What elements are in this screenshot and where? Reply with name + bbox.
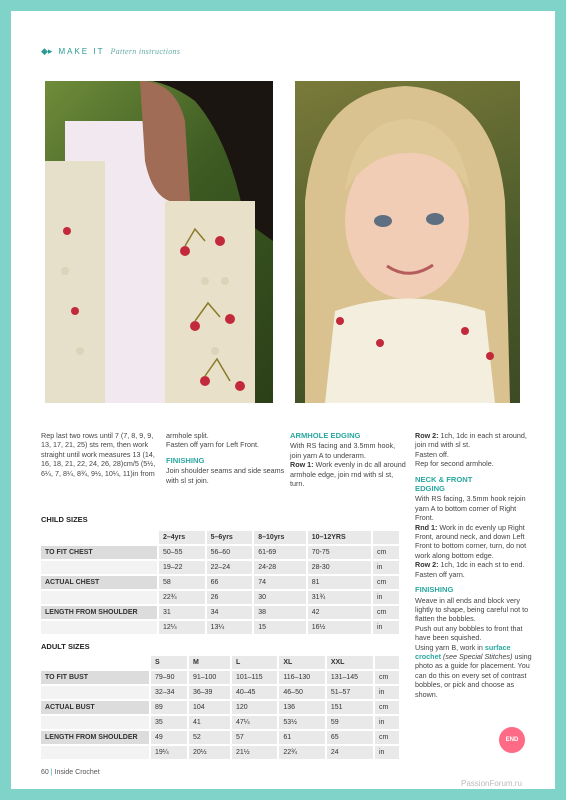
table-cell: 42 <box>308 606 371 619</box>
unit-cell: cm <box>375 671 399 684</box>
table-cell: 81 <box>308 576 371 589</box>
table-cell: 24 <box>327 746 373 759</box>
photo-vest-closeup <box>45 81 273 403</box>
finishing-text-2c: Using yarn B, work in <box>415 642 485 652</box>
table-cell: 16½ <box>308 621 371 634</box>
column-2 <box>166 431 288 491</box>
row-label: ACTUAL CHEST <box>41 576 157 589</box>
table-cell: 32–34 <box>151 686 187 699</box>
section-header <box>41 46 180 57</box>
neck-heading-1: NECK & FRONT <box>415 474 473 484</box>
unit-cell: in <box>375 746 399 759</box>
table-header-cell: 5–6yrs <box>207 531 253 544</box>
table-cell: 13¼ <box>207 621 253 634</box>
table-cell: 66 <box>207 576 253 589</box>
table-cell: 28-30 <box>308 561 371 574</box>
adult-sizes-table <box>39 654 401 761</box>
table-cell: 41 <box>189 716 230 729</box>
page-footer <box>41 769 100 776</box>
col2-line1: armhole split. <box>166 431 209 440</box>
table-row <box>41 561 399 574</box>
finishing-text-2d: using photo as a guide for placement. You can do this on every set of contrast bobbles, or pick and choose as shown. <box>415 651 532 699</box>
table-header-row <box>41 531 399 544</box>
row-label: LENGTH FROM SHOULDER <box>41 731 149 744</box>
table-row <box>41 701 399 714</box>
row-label-blank <box>41 686 149 699</box>
rep-armhole: Rep for second armhole. <box>415 459 494 469</box>
table-cell: 36–39 <box>189 686 230 699</box>
table-cell: 131–145 <box>327 671 373 684</box>
table-cell: 20½ <box>189 746 230 759</box>
column-3 <box>290 431 408 494</box>
table-header-row <box>41 656 399 669</box>
table-row <box>41 576 399 589</box>
table-cell: 47¼ <box>232 716 277 729</box>
finishing-text-2b: Push out any bobbles to front that have been squished. <box>415 623 523 643</box>
table-row <box>41 686 399 699</box>
special-stitches-ref: (see Special Stitches) <box>440 651 513 661</box>
table-cell: 51–57 <box>327 686 373 699</box>
header-blank <box>41 531 157 544</box>
header-unit-blank <box>373 531 399 544</box>
table-header-cell: XXL <box>327 656 373 669</box>
end-badge: END <box>499 727 525 753</box>
photo-girl-smiling <box>295 81 520 403</box>
rnd1-label: Rnd 1: <box>415 522 438 532</box>
header-subtitle: Pattern instructions <box>110 47 181 56</box>
make-it-label: MAKE IT <box>58 47 105 56</box>
table-cell: 22–24 <box>207 561 253 574</box>
row2b-label: Row 2: <box>415 560 439 570</box>
row2-text: 1ch, 1dc in each st around, join rnd with sl st. <box>415 431 527 450</box>
table-cell: 151 <box>327 701 373 714</box>
armhole-heading: ARMHOLE EDGING <box>290 431 361 440</box>
table-cell: 34 <box>207 606 253 619</box>
table-cell: 56–60 <box>207 546 253 559</box>
neck-text: With RS facing, 3.5mm hook rejoin yarn A to bottom corner of Right Front. <box>415 494 526 523</box>
unit-cell: cm <box>373 546 399 559</box>
row-label: TO FIT BUST <box>41 671 149 684</box>
fasten-off: Fasten off. <box>415 449 449 459</box>
table-cell: 35 <box>151 716 187 729</box>
table-cell: 26 <box>207 591 253 604</box>
table-header-cell: L <box>232 656 277 669</box>
table-cell: 40–45 <box>232 686 277 699</box>
table-header-cell: XL <box>279 656 324 669</box>
table-row <box>41 591 399 604</box>
table-header-cell: 10–12YRS <box>308 531 371 544</box>
table-cell: 91–100 <box>189 671 230 684</box>
table-cell: 19¼ <box>151 746 187 759</box>
unit-cell: in <box>373 561 399 574</box>
column-1 <box>41 431 159 484</box>
table-row <box>41 716 399 729</box>
row-label-blank <box>41 591 157 604</box>
table-cell: 50–55 <box>159 546 205 559</box>
table-cell: 19–22 <box>159 561 205 574</box>
table-row <box>41 746 399 759</box>
row1-text: Work evenly in dc all around armhole edge, join rnd with sl st, turn. <box>290 460 406 489</box>
table-cell: 52 <box>189 731 230 744</box>
table-row <box>41 671 399 684</box>
column-4 <box>415 431 533 699</box>
table-cell: 101–115 <box>232 671 277 684</box>
footer-separator: | <box>50 769 55 776</box>
child-sizes-title: CHILD SIZES <box>41 515 88 524</box>
row-label: ACTUAL BUST <box>41 701 149 714</box>
table-cell: 104 <box>189 701 230 714</box>
armhole-text: With RS facing and 3.5mm hook, join yarn A to underarm. <box>290 441 396 460</box>
table-cell: 15 <box>254 621 306 634</box>
table-cell: 116–130 <box>279 671 324 684</box>
header-blank <box>41 656 149 669</box>
table-header-cell: S <box>151 656 187 669</box>
finishing-text-1: Join shoulder seams and side seams with sl st join. <box>166 466 285 485</box>
watermark: PassionForum.ru <box>461 779 522 788</box>
row1-label: Row 1: <box>290 460 314 470</box>
table-row <box>41 621 399 634</box>
table-cell: 30 <box>254 591 306 604</box>
double-arrow-icon: ◆▸ <box>41 46 53 56</box>
table-cell: 79–90 <box>151 671 187 684</box>
row-label-blank <box>41 561 157 574</box>
table-row <box>41 546 399 559</box>
table-row <box>41 731 399 744</box>
unit-cell: cm <box>373 606 399 619</box>
magazine-name: Inside Crochet <box>54 769 100 776</box>
rnd1-text: Work in dc evenly up Right Front, around neck, and down Left Front to bottom corner, turn, do not work along bottom edge. <box>415 522 527 560</box>
table-cell: 120 <box>232 701 277 714</box>
row2b-text: 1ch, 1dc in each st to end. Fasten off yarn. <box>415 560 525 579</box>
unit-cell: in <box>373 621 399 634</box>
table-cell: 61-69 <box>254 546 306 559</box>
table-cell: 24-28 <box>254 561 306 574</box>
table-cell: 22¾ <box>279 746 324 759</box>
unit-cell: cm <box>375 731 399 744</box>
table-cell: 46–50 <box>279 686 324 699</box>
table-cell: 57 <box>232 731 277 744</box>
finishing-heading-2: FINISHING <box>415 585 454 595</box>
page <box>11 11 555 789</box>
table-cell: 31¾ <box>308 591 371 604</box>
table-cell: 59 <box>327 716 373 729</box>
table-cell: 65 <box>327 731 373 744</box>
table-header-cell: 8–10yrs <box>254 531 306 544</box>
table-cell: 49 <box>151 731 187 744</box>
unit-cell: in <box>375 716 399 729</box>
table-cell: 21½ <box>232 746 277 759</box>
table-cell: 31 <box>159 606 205 619</box>
unit-cell: in <box>375 686 399 699</box>
table-cell: 22¾ <box>159 591 205 604</box>
row2-label: Row 2: <box>415 431 439 440</box>
table-cell: 70-75 <box>308 546 371 559</box>
child-sizes-table <box>39 529 401 636</box>
table-cell: 53½ <box>279 716 324 729</box>
table-header-cell: 2–4yrs <box>159 531 205 544</box>
surface-crochet-term: surface crochet <box>415 642 511 661</box>
table-cell: 38 <box>254 606 306 619</box>
row-label-blank <box>41 716 149 729</box>
adult-sizes-title: ADULT SIZES <box>41 642 90 651</box>
col2-line2: Fasten off yarn for Left Front. <box>166 440 259 450</box>
row-label-blank <box>41 746 149 759</box>
row-label-blank <box>41 621 157 634</box>
neck-heading-2: EDGING <box>415 484 445 494</box>
unit-cell: cm <box>373 576 399 589</box>
table-cell: 74 <box>254 576 306 589</box>
table-row <box>41 606 399 619</box>
table-cell: 12¼ <box>159 621 205 634</box>
page-number: 60 <box>41 769 49 776</box>
table-cell: 58 <box>159 576 205 589</box>
table-cell: 61 <box>279 731 324 744</box>
table-cell: 89 <box>151 701 187 714</box>
unit-cell: in <box>373 591 399 604</box>
table-header-cell: M <box>189 656 230 669</box>
row-label: TO FIT CHEST <box>41 546 157 559</box>
col1-paragraph: Rep last two rows until 7 (7, 8, 9, 9, 13, 17, 21, 25) sts rem, then work straight until work measures 13 (14, 16, 18, 21, 22, 24, 26, 28)cm/5 (5½, 6¼, 7, 8¼, 8¾, 9½, 10¼, 11)in from <box>41 431 156 478</box>
finishing-heading-1: FINISHING <box>166 455 205 465</box>
row-label: LENGTH FROM SHOULDER <box>41 606 157 619</box>
header-unit-blank <box>375 656 399 669</box>
unit-cell: cm <box>375 701 399 714</box>
finishing-text-2a: Weave in all ends and block very lightly to shape, being careful not to flatten the bobbles. <box>415 595 529 624</box>
table-cell: 136 <box>279 701 324 714</box>
